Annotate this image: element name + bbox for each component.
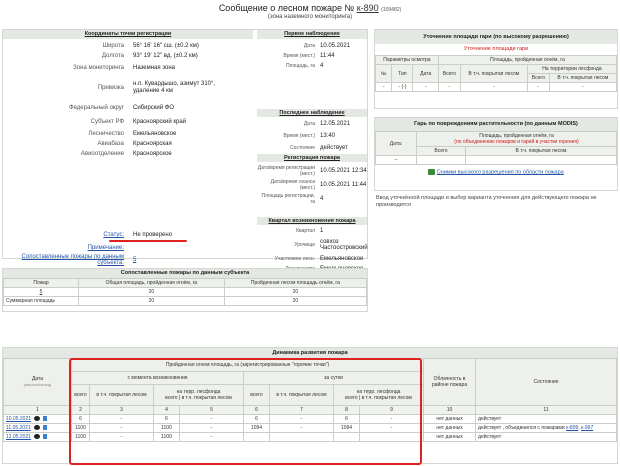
burned-cell: - [413, 83, 438, 92]
coord-row [3, 129, 253, 139]
burned-col-area: Площадь, пройденная огнём, га [438, 56, 616, 65]
highlight-area-frame [69, 358, 422, 465]
burned-col-fund: На территории лесфонда [527, 65, 616, 74]
compared-heading: Сопоставленные пожары по данным субъекта [3, 269, 367, 278]
coord-row [3, 149, 253, 159]
registration-row [257, 164, 367, 178]
dyn-state-text: действует [478, 416, 502, 422]
coord-value: Красноярская [133, 140, 172, 147]
dyn-col-forest-1: в т.ч. покрытая лесом [90, 384, 154, 405]
dyn-value-cell: 1100 [154, 424, 180, 433]
dyn-col-number: 4 [154, 406, 180, 415]
coord-row [3, 115, 253, 129]
coord-label: Субъект РФ [90, 119, 124, 125]
status-extra-label[interactable]: Сопоставленные пожары по данным субъекта: [21, 254, 124, 266]
coord-value: Красноярский край [133, 118, 187, 125]
dyn-value-cell: - [270, 415, 334, 424]
first-obs-heading: Первое наблюдение [257, 30, 367, 39]
coord-label: Авиоотделение [80, 151, 124, 157]
dyn-value-cell: 1094 [334, 424, 360, 433]
coord-value: Красноярское [133, 150, 172, 157]
dyn-value-cell: 1100 [72, 433, 90, 442]
dyn-col-number: 11 [476, 406, 617, 415]
burned-col-no: № [376, 65, 392, 83]
compared-col-fire: Пожар [4, 279, 79, 288]
first_obs-row [257, 51, 367, 61]
compared-fire-link[interactable]: 5 [4, 288, 79, 297]
burned-area-panel [374, 29, 618, 109]
quarter-label: Квартал [296, 228, 315, 234]
coord-label: Авиабаза [97, 141, 124, 147]
burned-cell: - [527, 83, 549, 92]
compared-total-cell: 20 [79, 288, 225, 297]
coord-label: Широта [102, 43, 124, 49]
status-value: Не проверено [133, 232, 173, 238]
fire-number: к-890 [356, 3, 379, 13]
page-header [0, 3, 620, 20]
last_obs-value: 13:40 [320, 132, 336, 139]
dyn-date-cell [4, 415, 72, 424]
burned-col-total: Всего [438, 65, 460, 83]
modis-heading: Гарь по повреждениям растительности (по данным MODIS) [375, 118, 617, 131]
coord-label: Привязка [97, 85, 124, 91]
dynamics-heading: Динамика развития пожара [3, 348, 617, 358]
burned-col-fund-forest: В т.ч. покрытая лесом [549, 74, 616, 83]
burned-header-row-1 [376, 56, 617, 65]
dyn-col-date: Дата [31, 376, 44, 382]
modis-cell: -- [376, 156, 417, 165]
dyn-col-number: 5 [180, 406, 244, 415]
dyn-col-since-start: с момента возникновения [72, 371, 244, 384]
dyn-col-number: 2 [72, 406, 90, 415]
dyn-col-forest-2: в т.ч. покрытая лесом [270, 384, 334, 405]
merged-fire-link[interactable]: к-997 [581, 425, 594, 431]
burned-area-heading: Уточнение площади гари (по высокому разрешению) [375, 30, 617, 44]
dyn-value-cell: - [180, 424, 244, 433]
dyn-col-number: 10 [424, 406, 476, 415]
last_obs-label: Дата [303, 120, 315, 127]
burned-col-type: Тип [392, 65, 413, 83]
compared-col-total: Общая площадь, пройденная огнём, га [79, 279, 225, 288]
registration-heading: Регистрация пожара [257, 154, 367, 162]
status-label[interactable]: Статус: [103, 232, 124, 238]
dyn-col-all-2: всего [244, 384, 270, 405]
first_obs-value: 10.05.2021 [320, 43, 351, 49]
dyn-cloud-cell: нет данных [424, 424, 476, 433]
dyn-col-number: 9 [360, 406, 424, 415]
modis-col-total: Всего [417, 147, 466, 156]
burned-cell: - [549, 83, 616, 92]
quarter-label: Урочище [294, 242, 315, 248]
last_obs-label: Состояние [290, 145, 315, 151]
merged-fire-link[interactable]: к-899 [566, 425, 579, 431]
dyn-col-per-day: за сутки [244, 371, 424, 384]
record-id: (109482) [381, 7, 402, 13]
burned-col-params: Параметры осмотра [376, 56, 439, 65]
coord-label: Зона мониторинга [73, 65, 124, 71]
quarter-value: совхоз Частоостровский [320, 239, 368, 251]
first_obs-value: 11:44 [320, 53, 335, 59]
document-icon[interactable] [43, 416, 47, 421]
first_obs-row [257, 61, 367, 71]
dyn-date-link[interactable]: 12.05.2021 [6, 434, 32, 440]
dyn-date-cell [4, 433, 72, 442]
status-extra-row [3, 253, 253, 267]
dyn-col-number: 3 [90, 406, 154, 415]
compared-forest-cell: 20 [224, 288, 366, 297]
dyn-value-cell: - [360, 415, 424, 424]
modis-date-label: Дата: [376, 132, 417, 156]
compared-total-sum: 20 [79, 297, 225, 306]
coords-heading: Координаты точки регистрации [3, 30, 253, 39]
quarter-row [257, 226, 367, 236]
document-icon[interactable] [43, 425, 47, 430]
dyn-state-cell: действует , объединился с пожарами к-899, к-997 [476, 424, 617, 433]
last_obs-value: действует [320, 145, 348, 151]
modis-note: Ввод уточнённой площади и выбор варианта уточнения для действующего пожара не производится [376, 195, 597, 208]
coord-value: Наземная зона [133, 64, 175, 71]
dyn-col-number: 6 [244, 406, 270, 415]
dyn-date-cell [4, 424, 72, 433]
dyn-col-cloud: Облачность в районе пожара [424, 359, 476, 406]
first_obs-label: Дата [303, 43, 315, 49]
dyn-value-cell: 6 [154, 415, 180, 424]
registration-value: 10.05.2021 11:44 [320, 182, 367, 188]
registration-row [257, 192, 367, 206]
status-underline [109, 240, 187, 242]
modis-red-note: (по объединению пожаров и гарей в участки горения) [454, 139, 579, 145]
registration-row [257, 178, 367, 192]
dyn-col-fund-all-2: всего [345, 394, 358, 401]
dyn-value-cell: 6 [334, 415, 360, 424]
registration-value: 10.05.2021 12:34 [320, 168, 367, 174]
quarter-heading: Квартал возникновения пожара [257, 217, 367, 225]
quarter-label: Участковое лесн. [274, 256, 315, 262]
dyn-state-text: действует [478, 434, 502, 440]
coord-row [3, 61, 253, 75]
burned-col-date: Дата [413, 65, 438, 83]
registration-label: Площадь регистрации, га [261, 193, 315, 205]
burned-cell: - [438, 83, 460, 92]
compared-table [3, 278, 367, 306]
burned-header-row-2 [376, 65, 617, 74]
coord-value: 93° 19' 12" вд. (±0.2 км) [133, 52, 198, 59]
dyn-date-link[interactable]: 11.05.2021 [6, 425, 31, 431]
first_obs-label: Площадь, га [285, 63, 315, 69]
coord-label: Федеральный округ [69, 105, 124, 111]
first_obs-row [257, 41, 367, 51]
modis-panel [374, 117, 618, 191]
compared-col-forest: Пройденная лесом площадь огнём, га [224, 279, 366, 288]
status-row [3, 231, 253, 239]
page-title [0, 3, 620, 13]
coord-row [3, 51, 253, 61]
registration-value: 4 [320, 196, 324, 202]
dyn-value-cell: - [90, 415, 154, 424]
fire-info-panel [2, 29, 368, 266]
satellite-view-icon[interactable] [34, 425, 40, 430]
satellite-view-icon[interactable] [34, 434, 40, 439]
burned-col-forest: В т.ч. покрытая лесом [460, 65, 527, 83]
coord-row [3, 139, 253, 149]
coord-value: 56° 16' 16" сш. (±0.2 км) [133, 42, 199, 49]
last_obs-label: Время (мест.) [283, 132, 315, 139]
quarter-row [257, 236, 367, 254]
dyn-col-fund-forest-2: в т.ч. покрытая лесом [361, 394, 412, 401]
snapshot-link[interactable]: Снимки высокого разрешения по области пожара [436, 169, 564, 176]
page-subtitle: (зона наземного мониторинга) [267, 14, 353, 20]
dyn-value-cell: 1100 [154, 433, 180, 442]
snapshot-link-row[interactable] [375, 169, 617, 175]
dyn-col-number: 7 [270, 406, 334, 415]
coord-row [3, 75, 253, 101]
status-extra-value[interactable]: 5 [133, 257, 137, 263]
dyn-value-cell: - [180, 415, 244, 424]
modis-table [375, 131, 617, 165]
last_obs-value: 12.05.2021 [320, 120, 351, 127]
coord-value: Емельяновское [133, 130, 177, 137]
last_obs-row [257, 129, 367, 142]
dyn-value-cell: - [180, 433, 244, 442]
burned-cell: - (-) [392, 83, 413, 92]
dyn-col-state: Состояние [476, 359, 617, 406]
dyn-col-number: 1 [4, 406, 72, 415]
dyn-value-cell: 1094 [244, 424, 270, 433]
satellite-view-icon[interactable] [34, 416, 40, 421]
first_obs-value: 4 [320, 63, 324, 69]
document-icon[interactable] [43, 434, 47, 439]
dyn-col-date-sub: (начало/конец) [23, 382, 52, 387]
dyn-header-row-3: всего в т.ч. покрытая лесом на терр. лесфонда всего | в т.ч. покрытая лесом всего в т.ч. покрытая лесом на терр. лесфонда всего | в т.ч. покрытая лесом [4, 384, 617, 405]
dyn-state-cell [476, 433, 617, 442]
last-obs-heading: Последнее наблюдение [257, 109, 367, 117]
compared-fires-panel [2, 268, 368, 312]
compared-header-row [4, 279, 367, 288]
dyn-value-cell: - [90, 424, 154, 433]
dyn-col-fund-1: на терр. лесфонда [176, 388, 221, 395]
modis-header-row [376, 132, 617, 147]
quarter-row [257, 254, 367, 264]
compared-forest-sum: 20 [224, 297, 366, 306]
burned-col-fund-total: Всего [527, 74, 549, 83]
dyn-cloud-cell: нет данных [424, 415, 476, 424]
status-extra-row [3, 243, 253, 253]
last_obs-row [257, 142, 367, 154]
dyn-col-all-1: всего [72, 384, 90, 405]
burned-cell: - [376, 83, 392, 92]
dyn-col-fund-forest-1: в т.ч. покрытая лесом [181, 394, 232, 401]
modis-area-label: Площадь, пройденная огнём, га [479, 133, 554, 139]
burned-cell: - [460, 83, 527, 92]
dyn-col-number: 8 [334, 406, 360, 415]
quarter-value: Емельяновское [320, 256, 364, 262]
burned-area-table [375, 55, 617, 92]
coord-value: Сибирский ФО [133, 104, 175, 111]
modis-cell [417, 156, 466, 165]
first_obs-label: Время (мест.) [283, 53, 315, 59]
dyn-col-area: Пройденная огнем площадь, га (зарегистрированные "горячие точки") [72, 359, 424, 372]
coord-label: Долгота [101, 53, 124, 59]
table-row [376, 83, 617, 92]
burned-area-red-note: Уточнение площади гари [463, 46, 529, 52]
modis-cell [465, 156, 616, 165]
dyn-col-fund-2: на терр. лесфонда [356, 388, 401, 395]
table-row [4, 288, 367, 297]
dyn-state-cell [476, 415, 617, 424]
satellite-icon [428, 169, 435, 175]
status-extra-label[interactable]: Примечание: [87, 245, 124, 251]
coord-row [3, 101, 253, 115]
dyn-value-cell: 1100 [72, 424, 90, 433]
dyn-date-link[interactable]: 10.05.2021 [6, 416, 32, 422]
coord-value: н.п. Кувардышо, азимут 310°, удаление 4 км [133, 81, 216, 94]
dyn-col-fund-all-1: всего [165, 394, 178, 401]
dyn-value-cell: - [90, 433, 154, 442]
table-row [376, 156, 617, 165]
dyn-value-cell: 6 [244, 415, 270, 424]
registration-label: Дата/время сеанса (мест.) [270, 179, 315, 191]
quarter-value: 1 [320, 228, 324, 234]
compared-total-row [4, 297, 367, 306]
dyn-value-cell: 6 [72, 415, 90, 424]
registration-label: Дата/время регистрации (мест.) [257, 165, 315, 177]
modis-col-forest: В т.ч. покрытая лесом [465, 147, 616, 156]
last_obs-row [257, 118, 367, 129]
compared-total-label: Суммарная площадь [4, 297, 79, 306]
coord-label: Лесничество [88, 131, 124, 137]
title-prefix: Сообщение о лесном пожаре № [218, 3, 355, 13]
coord-row [3, 41, 253, 51]
dyn-value-cell: - [360, 424, 424, 433]
dyn-value-cell: - [270, 424, 334, 433]
dyn-cloud-cell: нет данных [424, 433, 476, 442]
dyn-state-text: действует , объединился с пожарами [478, 425, 565, 431]
